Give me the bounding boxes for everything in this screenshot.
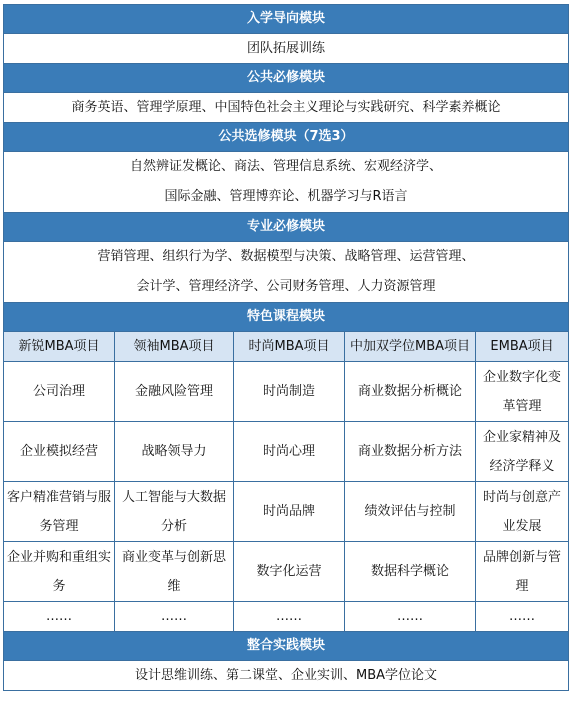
course-cell: 绩效评估与控制 xyxy=(345,482,476,542)
feature-module-title: 特色课程模块 xyxy=(4,303,569,332)
course-cell: 商业数据分析方法 xyxy=(345,422,476,482)
column-header: 新锐MBA项目 xyxy=(4,332,115,362)
curriculum-table xyxy=(3,4,569,691)
course-cell: 企业并购和重组实务 xyxy=(4,542,115,602)
column-header: 时尚MBA项目 xyxy=(234,332,345,362)
public-elective-line-1: 自然辨证发概论、商法、管理信息系统、宏观经济学、 xyxy=(130,159,443,174)
major-required-module-body xyxy=(4,242,569,303)
column-header: 中加双学位MBA项目 xyxy=(345,332,476,362)
table-row xyxy=(4,602,569,632)
course-cell: 商业数据分析概论 xyxy=(345,362,476,422)
feature-column-header-row xyxy=(4,332,569,362)
course-cell: 客户精准营销与服务管理 xyxy=(4,482,115,542)
major-required-line-2: 会计学、管理经济学、公司财务管理、人力资源管理 xyxy=(136,279,436,294)
table-row xyxy=(4,362,569,422)
course-cell: 商业变革与创新思维 xyxy=(115,542,234,602)
table-row xyxy=(4,482,569,542)
practice-module-body: 设计思维训练、第二课堂、企业实训、MBA学位论文 xyxy=(4,661,569,691)
ellipsis-cell: …… xyxy=(234,602,345,632)
course-cell: 公司治理 xyxy=(4,362,115,422)
table-row xyxy=(4,542,569,602)
public-required-module-title: 公共必修模块 xyxy=(4,64,569,93)
public-elective-module-title: 公共选修模块（7选3） xyxy=(4,123,569,152)
ellipsis-cell: …… xyxy=(345,602,476,632)
course-cell: 金融风险管理 xyxy=(115,362,234,422)
intro-module-title: 入学导向模块 xyxy=(4,5,569,34)
course-cell: 人工智能与大数据分析 xyxy=(115,482,234,542)
course-cell: 时尚心理 xyxy=(234,422,345,482)
course-cell: 企业数字化变革管理 xyxy=(476,362,569,422)
course-cell: 时尚品牌 xyxy=(234,482,345,542)
course-cell: 战略领导力 xyxy=(115,422,234,482)
course-cell: 企业家精神及经济学释义 xyxy=(476,422,569,482)
ellipsis-cell: …… xyxy=(115,602,234,632)
public-elective-module-body xyxy=(4,152,569,213)
ellipsis-cell: …… xyxy=(4,602,115,632)
major-required-module-title: 专业必修模块 xyxy=(4,213,569,242)
public-required-module-body: 商务英语、管理学原理、中国特色社会主义理论与实践研究、科学素养概论 xyxy=(4,93,569,123)
column-header: 领袖MBA项目 xyxy=(115,332,234,362)
course-cell: 数字化运营 xyxy=(234,542,345,602)
course-cell: 品牌创新与管理 xyxy=(476,542,569,602)
major-required-line-1: 营销管理、组织行为学、数据模型与决策、战略管理、运营管理、 xyxy=(97,249,475,264)
course-cell: 企业模拟经营 xyxy=(4,422,115,482)
public-elective-line-2: 国际金融、管理博弈论、机器学习与R语言 xyxy=(164,189,408,204)
practice-module-title: 整合实践模块 xyxy=(4,632,569,661)
course-cell: 数据科学概论 xyxy=(345,542,476,602)
ellipsis-cell: …… xyxy=(476,602,569,632)
intro-module-body: 团队拓展训练 xyxy=(4,34,569,64)
column-header: EMBA项目 xyxy=(476,332,569,362)
table-row xyxy=(4,422,569,482)
course-cell: 时尚与创意产业发展 xyxy=(476,482,569,542)
course-cell: 时尚制造 xyxy=(234,362,345,422)
